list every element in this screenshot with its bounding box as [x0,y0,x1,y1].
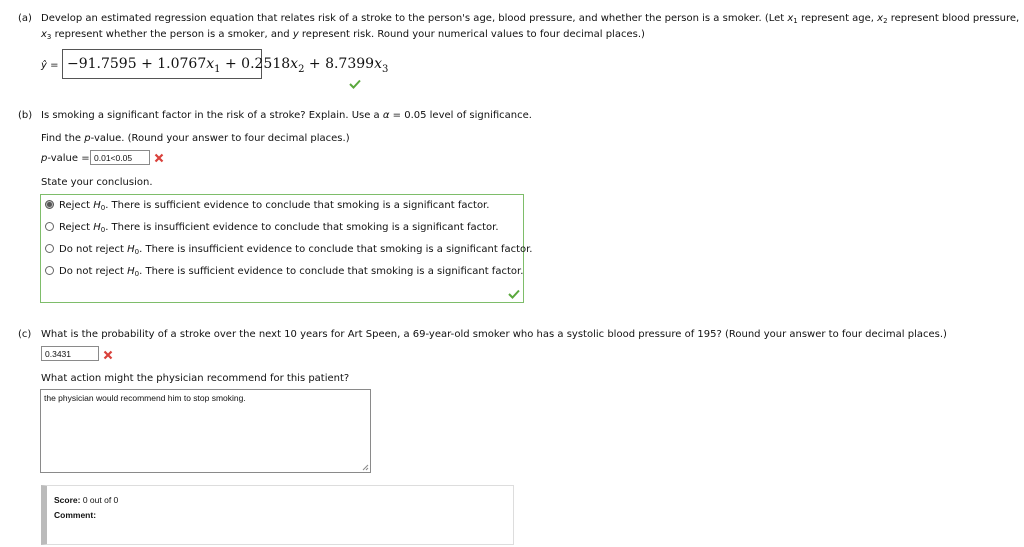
eq-var: x [290,56,299,72]
h-var: H [127,266,135,277]
choice-text: Reject [59,222,94,233]
eq-text: + 8.7399 [304,56,375,72]
probability-input[interactable]: 0.3431 [41,346,99,361]
var-x2: x [877,13,884,24]
action-answer-textarea[interactable] [40,389,371,473]
var-x3: x [41,29,47,40]
score-panel [41,485,514,545]
eq-sub: 1 [214,63,221,75]
h-sub: 0 [134,248,140,256]
part-c-question: What is the probability of a stroke over the next 10 years for Art Speen, a 69-year-old smoker who has a systolic blood pressure of 195? (Round your answer to four decimal places.) [41,329,947,340]
h-sub: 0 [134,270,140,278]
conclusion-choices [40,194,533,303]
regression-equation-input[interactable] [62,49,389,79]
instruction-text: Find the [41,133,85,144]
radio-button[interactable] [45,222,54,231]
question-text: represent blood pressure, [887,13,1020,24]
part-b-question [41,110,532,121]
comment-label: Comment: [54,510,97,520]
incorrect-x-icon [103,350,113,360]
p-value-label [41,153,90,164]
var-y: y [292,29,299,40]
part-b-label: (b) [18,110,33,121]
find-p-instruction [41,133,350,144]
eq-sub: 2 [298,63,305,75]
choice-text: . There is insufficient evidence to conclude that smoking is a significant factor. [139,244,533,255]
radio-button-selected[interactable] [45,200,54,209]
choice-option-1[interactable] [45,200,489,216]
radio-button[interactable] [45,266,54,275]
check-icon [349,79,361,89]
choice-option-2[interactable] [45,222,499,238]
question-text: represent risk. Round your numerical values to four decimal places.) [298,29,645,40]
p-var: p [84,133,91,144]
choice-text: . There is insufficient evidence to conclude that smoking is a significant factor. [105,222,499,233]
part-a-question-line2 [41,29,645,41]
choice-text: Do not reject [59,266,128,277]
label-text: -value = [47,153,90,164]
yhat-label [41,60,59,71]
incorrect-x-icon [154,153,164,163]
h-sub: 0 [100,204,106,212]
h-var: H [93,200,101,211]
choice-text: Reject [59,200,94,211]
choice-text: . There is sufficient evidence to conclude that smoking is a significant factor. [105,200,490,211]
radio-button[interactable] [45,244,54,253]
conclusion-label: State your conclusion. [41,177,153,188]
h-sub: 0 [100,226,106,234]
question-text: Develop an estimated regression equation that relates risk of a stroke to the person's age, blood pressure, and whether the person is a smoker. (Let [41,13,788,24]
h-var: H [93,222,101,233]
var-x1: x [787,13,794,24]
eq-text: + 0.2518 [220,56,291,72]
eq-var: x [206,56,215,72]
choice-option-4[interactable] [45,266,523,282]
alpha-symbol: α [382,110,390,121]
h-var: H [127,244,135,255]
comment-line [54,510,96,520]
part-a-label: (a) [18,13,32,24]
choice-option-3[interactable] [45,244,532,260]
question-text: represent age, [797,13,878,24]
question-text: = 0.05 level of significance. [389,110,532,121]
question-text: Is smoking a significant factor in the risk of a stroke? Explain. Use a [41,110,383,121]
eq-var: x [374,56,382,72]
score-value: 0 out of 0 [82,495,119,505]
part-c-label: (c) [18,329,32,340]
instruction-text: -value. (Round your answer to four decimal places.) [90,133,350,144]
resize-grip-icon[interactable] [362,464,369,471]
score-line [54,495,118,505]
p-var: p [41,153,48,164]
action-question: What action might the physician recommend for this patient? [41,373,350,384]
eq-text: −91.7595 + 1.0767 [67,56,207,72]
part-a-question-line1 [41,13,1019,25]
textarea-content: the physician would recommend him to stop smoking. [44,393,246,403]
check-icon [508,289,520,299]
var-x3-sub: 3 [46,33,52,41]
yhat-symbol: ŷ [41,60,47,71]
choice-text: . There is sufficient evidence to conclude that smoking is a significant factor. [139,266,524,277]
var-x2-sub: 2 [883,17,888,25]
choice-text: Do not reject [59,244,128,255]
score-label: Score: [54,495,81,505]
eq-sub: 3 [381,63,389,75]
var-x1-sub: 1 [793,17,798,25]
question-text: represent whether the person is a smoker, and [51,29,293,40]
equals-sign: = [50,60,59,71]
p-value-input[interactable]: 0.01<0.05 [90,150,150,165]
